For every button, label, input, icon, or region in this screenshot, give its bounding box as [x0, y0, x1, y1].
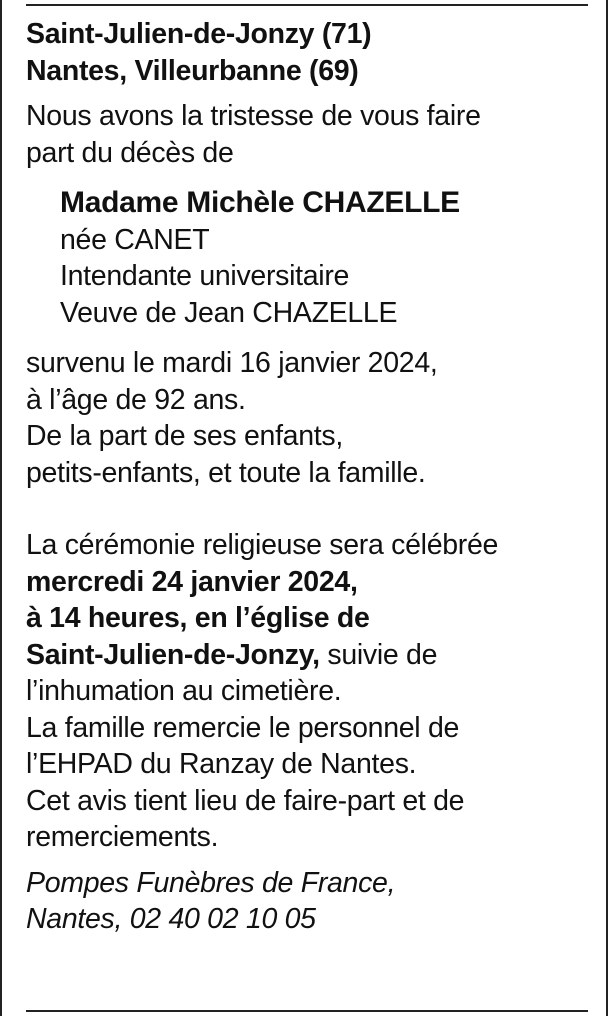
burial-line: l’inhumation au cimetière. [26, 675, 342, 707]
bottom-rule [26, 1010, 588, 1012]
ceremony-line: La cérémonie religieuse sera célébrée [26, 529, 499, 561]
death-info-line: survenu le mardi 16 janvier 2024, [26, 347, 438, 379]
death-info-line: petits-enfants, et toute la famille. [26, 456, 426, 489]
top-rule [26, 4, 588, 6]
note-line: Cet avis tient lieu de faire-part et de [26, 784, 465, 817]
location-line: Nantes, Villeurbanne (69) [26, 54, 359, 87]
ceremony-town-line [26, 637, 596, 674]
widow-of: Veuve de Jean CHAZELLE [60, 296, 398, 329]
intro-line: Nous avons la tristesse de vous faire [26, 100, 481, 132]
profession: Intendante universitaire [60, 260, 350, 292]
intro-line: part du décès de [26, 136, 234, 169]
thanks-line: l’EHPAD du Ranzay de Nantes. [26, 748, 417, 780]
ceremony-town: Saint-Julien-de-Jonzy, [26, 638, 320, 671]
ceremony-town-suffix: suivie de [319, 638, 438, 671]
deceased-block [26, 185, 596, 331]
note-line: remerciements. [26, 821, 219, 853]
funeral-home-line: Nantes, 02 40 02 10 05 [26, 903, 316, 935]
death-info-line: De la part de ses enfants, [26, 420, 343, 452]
ceremony-time-place: à 14 heures, en l’église de [26, 602, 370, 634]
funeral-home-line: Pompes Funèbres de France, [26, 866, 396, 899]
ceremony-date: mercredi 24 janvier 2024, [26, 565, 358, 598]
notice-content [26, 16, 596, 938]
death-info-line: à l’âge de 92 ans. [26, 383, 246, 416]
deceased-name: Madame Michèle CHAZELLE [60, 186, 460, 219]
maiden-name: née CANET [60, 223, 210, 256]
location-line: Saint-Julien-de-Jonzy (71) [26, 18, 372, 50]
thanks-line: La famille remercie le personnel de [26, 711, 460, 744]
